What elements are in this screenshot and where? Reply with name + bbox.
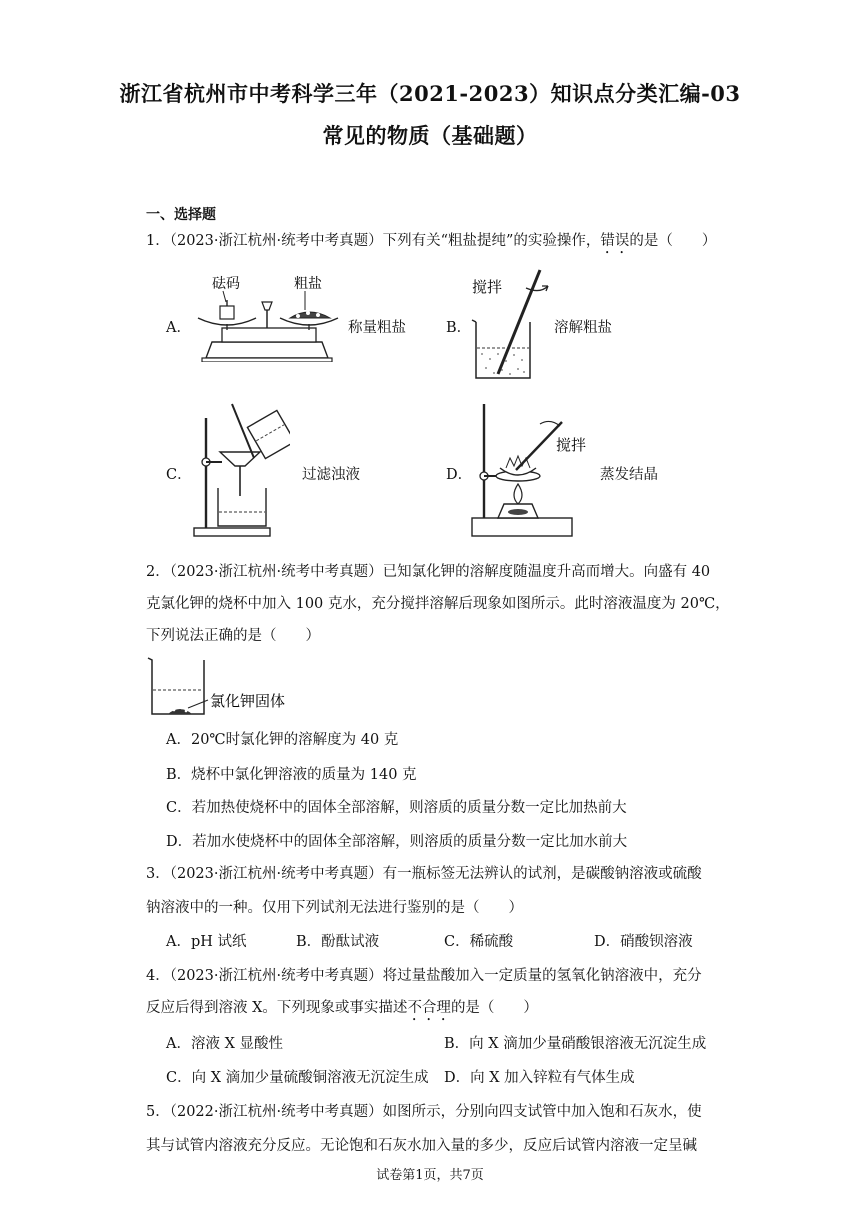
q1-stem bbox=[146, 229, 716, 257]
q1-option-a-letter: A． bbox=[166, 320, 191, 336]
salt-label: 粗盐 bbox=[294, 276, 322, 292]
q5-stem-line1: 5．（2022·浙江杭州·统考中考真题）如图所示，分别向四支试管中加入饱和石灰水，使 bbox=[146, 1104, 702, 1120]
q1-option-a-caption: 称量粗盐 bbox=[348, 320, 406, 336]
q4-stem-part1: 反应后得到溶液 X。下列现象或事实描述 bbox=[146, 1000, 408, 1016]
q4-stem-line2 bbox=[146, 996, 538, 1024]
q1-option-b-letter: B． bbox=[446, 320, 472, 336]
q2-stem-line2: 克氯化钾的烧杯中加入 100 克水，充分搅拌溶解后现象如图所示。此时溶液温度为 20℃， bbox=[146, 596, 730, 612]
balance-figure bbox=[192, 272, 342, 362]
stir-label: 搅拌 bbox=[472, 278, 503, 296]
q1-stem-part2: 的是（ ） bbox=[629, 233, 717, 249]
exam-title-line1: 浙江省杭州市中考科学三年（2021-2023）知识点分类汇编-03 bbox=[119, 81, 741, 106]
q4-option-d: D．向 X 加入锌粒有气体生成 bbox=[444, 1070, 635, 1086]
q4-stem-line1: 4．（2023·浙江杭州·统考中考真题）将过量盐酸加入一定质量的氢氧化钠溶液中，充分 bbox=[146, 968, 702, 984]
kcl-solid-label: 氯化钾固体 bbox=[210, 692, 286, 710]
q3-option-d: D．硝酸钡溶液 bbox=[594, 934, 693, 950]
q4-option-a: A．溶液 X 显酸性 bbox=[166, 1036, 284, 1052]
exam-title-line2: 常见的物质（基础题） bbox=[322, 123, 538, 148]
q2-stem-line1: 2．（2023·浙江杭州·统考中考真题）已知氯化钾的溶解度随温度升高而增大。向盛有 40 bbox=[146, 564, 711, 580]
q2-option-a: A．20℃时氯化钾的溶解度为 40 克 bbox=[166, 732, 399, 748]
q2-stem-line3: 下列说法正确的是（ ） bbox=[146, 628, 320, 644]
q2-option-c: C．若加热使烧杯中的固体全部溶解，则溶质的质量分数一定比加热前大 bbox=[166, 800, 627, 816]
q1-option-d-caption: 蒸发结晶 bbox=[600, 467, 658, 483]
filtration-figure bbox=[190, 400, 290, 540]
stir-label-d: 搅拌 bbox=[556, 436, 587, 454]
q4-option-b: B．向 X 滴加少量硝酸银溶液无沉淀生成 bbox=[444, 1036, 707, 1052]
section-heading: 一、选择题 bbox=[146, 207, 216, 223]
q2-option-d: D．若加水使烧杯中的固体全部溶解，则溶质的质量分数一定比加水前大 bbox=[166, 834, 628, 850]
q3-stem-line1: 3．（2023·浙江杭州·统考中考真题）有一瓶标签无法辨认的试剂，是碳酸钠溶液或硫酸 bbox=[146, 866, 702, 882]
q2-option-b: B．烧杯中氯化钾溶液的质量为 140 克 bbox=[166, 767, 417, 783]
evaporation-figure bbox=[470, 398, 600, 540]
page-footer: 试卷第1页，共7页 bbox=[376, 1168, 484, 1183]
q3-option-c: C．稀硫酸 bbox=[444, 934, 514, 950]
q5-stem-line2: 其与试管内溶液充分反应。无论饱和石灰水加入量的多少，反应后试管内溶液一定呈碱 bbox=[146, 1138, 697, 1154]
q3-option-b: B．酚酞试液 bbox=[296, 934, 380, 950]
q1-option-d-letter: D． bbox=[446, 467, 473, 483]
beaker-stirring-figure bbox=[468, 264, 558, 382]
weight-label: 砝码 bbox=[212, 276, 240, 292]
q1-option-c-letter: C． bbox=[166, 467, 192, 483]
q4-stem-part2: 的是（ ） bbox=[450, 1000, 538, 1016]
beaker-kcl-figure bbox=[146, 654, 306, 720]
q4-option-c: C．向 X 滴加少量硫酸铜溶液无沉淀生成 bbox=[166, 1070, 429, 1086]
q3-stem-line2: 钠溶液中的一种。仅用下列试剂无法进行鉴别的是（ ） bbox=[146, 900, 523, 916]
q1-option-c-caption: 过滤浊液 bbox=[302, 467, 360, 483]
q1-stem-emphasis: 错误 bbox=[600, 233, 630, 249]
q1-stem-part1: 1．（2023·浙江杭州·统考中考真题）下列有关“粗盐提纯”的实验操作， bbox=[146, 233, 601, 249]
q1-option-b-caption: 溶解粗盐 bbox=[554, 320, 612, 336]
q3-option-a: A．pH 试纸 bbox=[166, 934, 247, 950]
q4-stem-emphasis: 不合理 bbox=[407, 1000, 451, 1016]
